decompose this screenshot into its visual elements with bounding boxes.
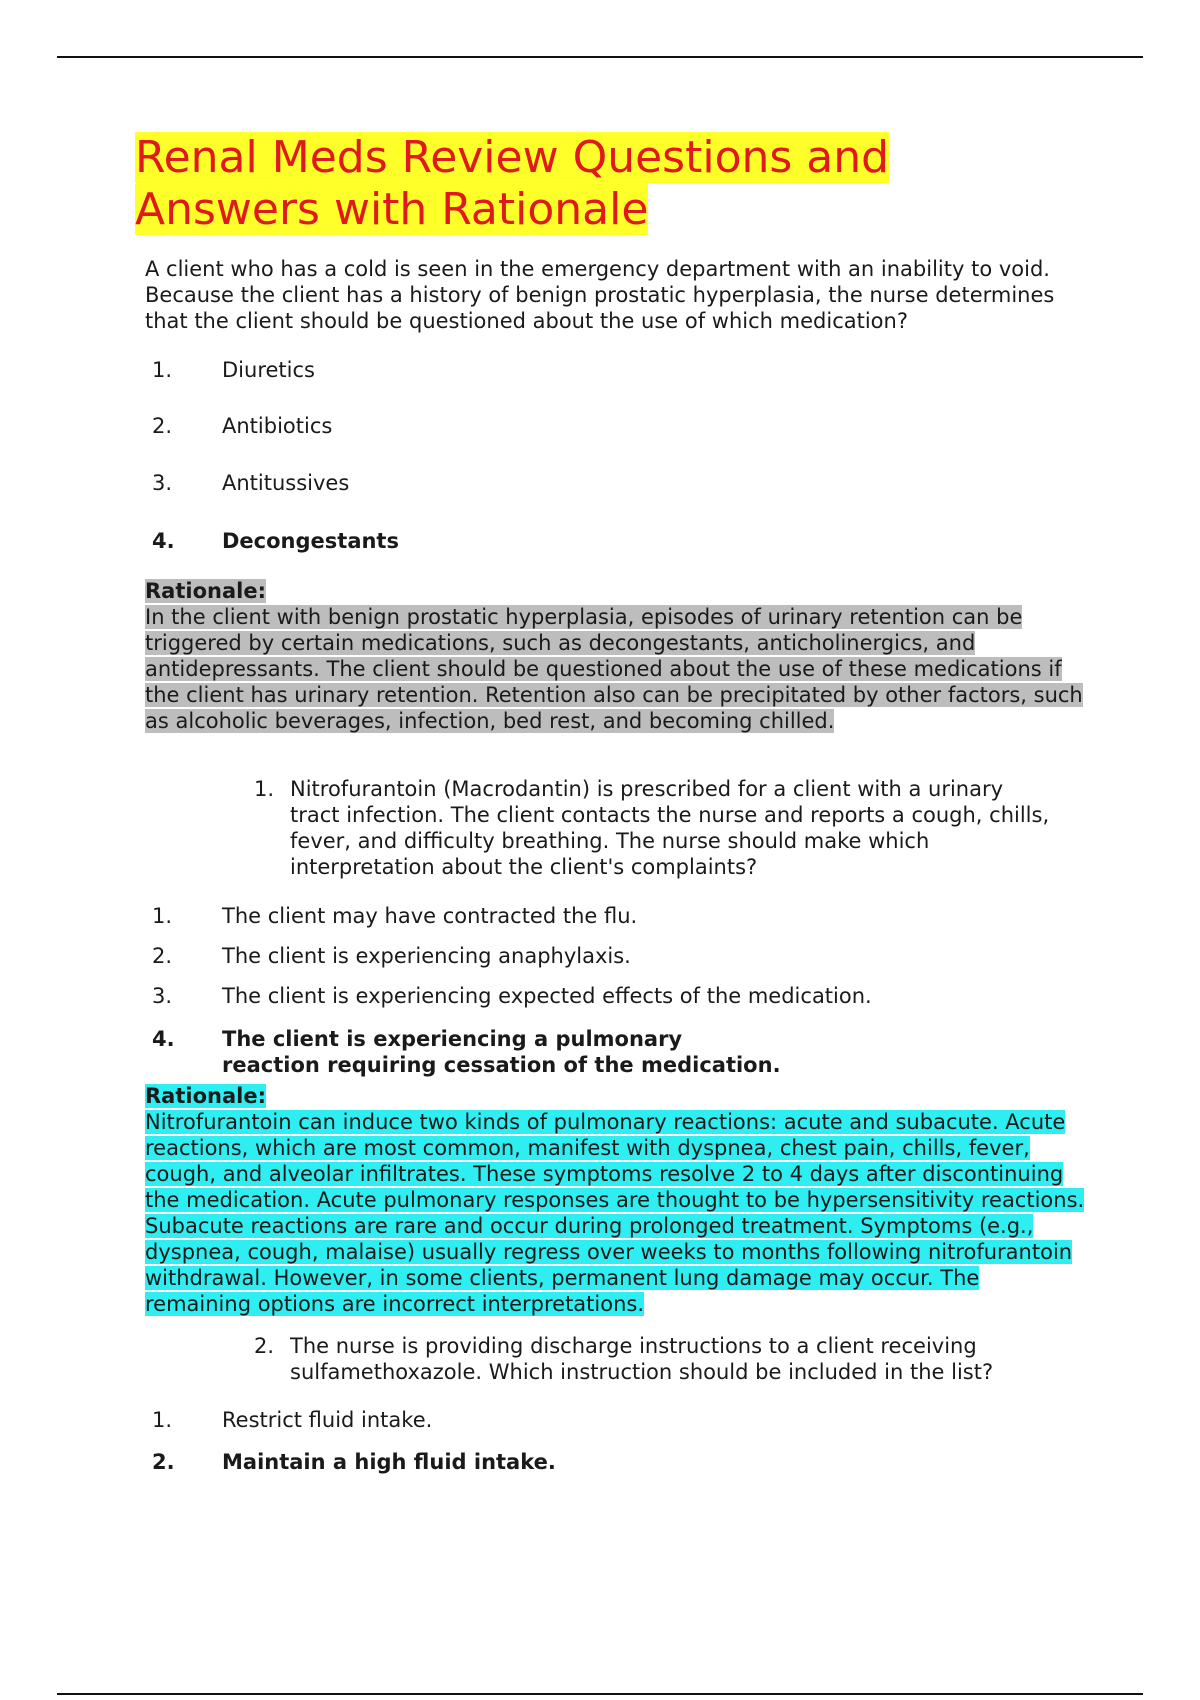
q2-rationale-text: Nitrofurantoin can induce two kinds of pulmonary reactions: acute and subacute. Acute reactions, which are most common, manifest with dyspnea, chest pain, chills, fever, cough, and alveolar infiltrates. These symptoms resolve 2 to 4 days after discontinuing the medication. Acute pulmonary responses are thought to be hypersensitivity reactions. Subacute reactions are rare and occur during prolonged treatment. Symptoms (e.g., dyspnea, cough, malaise) usually regress over weeks to months following nitrofurantoin withdrawal. However, in some clients, permanent lung damage may occur. The remaining options are incorrect interpretations.: [145, 1110, 1085, 1316]
question-3-number: 2.: [254, 1334, 275, 1358]
q3-option-1: 1. Restrict fluid intake.: [152, 1408, 433, 1432]
q1-option-1: 1. Diuretics: [152, 358, 315, 382]
q2-option-1: 1. The client may have contracted the flu.: [152, 904, 638, 928]
bottom-rule: [57, 1693, 1143, 1695]
q1-rationale-text: In the client with benign prostatic hyperplasia, episodes of urinary retention can be triggered by certain medications, such as decongestants, anticholinergics, and antidepressants. The client should be questioned about the use of these medications if the client has urinary retention. Retention also can be precipitated by other factors, such as alcoholic beverages, infection, bed rest, and becoming chilled.: [145, 605, 1083, 733]
question-1-text: A client who has a cold is seen in the emergency department with an inability to void. Because the client has a history of benign prostatic hyperplasia, the nurse determines that the client should be questioned about the use of which medication?: [145, 257, 1055, 333]
q1-rationale-label: Rationale:: [145, 579, 266, 603]
q2-option-4-correct: 4. The client is experiencing a pulmonary reaction requiring cessation of the medication.: [152, 1027, 781, 1077]
q1-option-3: 3. Antitussives: [152, 471, 350, 495]
question-3: [254, 1333, 1054, 1385]
q2-rationale-label: Rationale:: [145, 1084, 266, 1108]
q3-option-2-correct: 2. Maintain a high fluid intake.: [152, 1450, 556, 1474]
q1-option-4-correct: 4. Decongestants: [152, 529, 399, 553]
question-3-text: The nurse is providing discharge instructions to a client receiving sulfamethoxazole. Which instruction should be included in the list?: [290, 1334, 994, 1384]
q1-option-2: 2. Antibiotics: [152, 414, 333, 438]
page-title: Renal Meds Review Questions and Answers with Rationale: [135, 132, 890, 235]
q2-option-3: 3. The client is experiencing expected effects of the medication.: [152, 984, 872, 1008]
top-rule: [57, 56, 1143, 58]
q2-option-2: 2. The client is experiencing anaphylaxis.: [152, 944, 631, 968]
question-2: [254, 776, 1054, 880]
question-2-number: 1.: [254, 777, 275, 801]
question-2-text: Nitrofurantoin (Macrodantin) is prescribed for a client with a urinary tract infection. The client contacts the nurse and reports a cough, chills, fever, and difficulty breathing. The nurse should make which interpretation about the client's complaints?: [290, 777, 1050, 879]
